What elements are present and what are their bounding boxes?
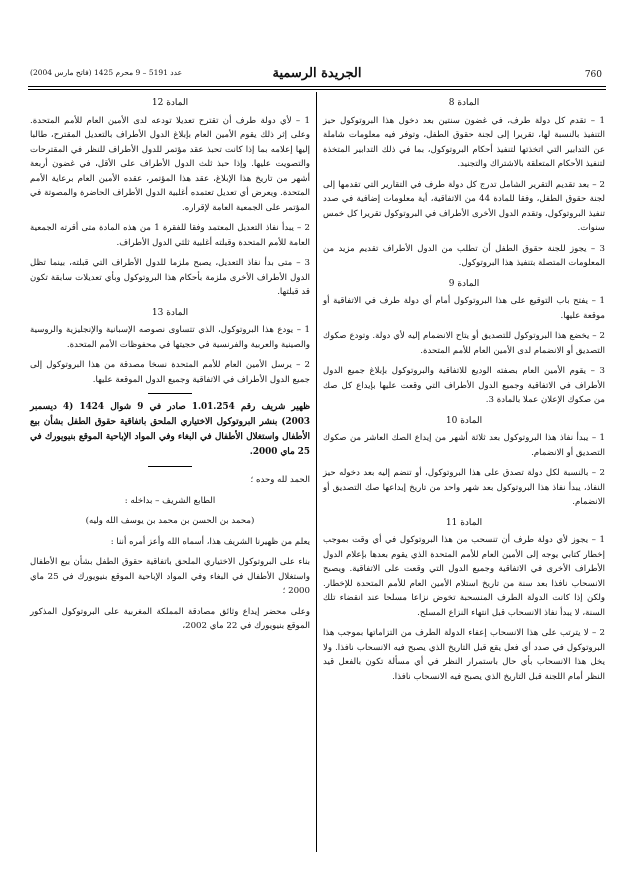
page-number: 760 bbox=[584, 70, 602, 80]
header-rule bbox=[28, 86, 606, 87]
article-13-para-1: 1 – يودع هذا البروتوكول، الذي تتساوى نصوصه الإسبانية والإنجليزية والروسية والصينية والعربية والفرنسية في حجيتها في محفوظات الأمم المتحدة. bbox=[30, 325, 310, 350]
issue-info: عدد 5191 – 9 محرم 1425 (فاتح مارس 2004) bbox=[30, 68, 183, 77]
praise-line: الحمد لله وحده ؛ bbox=[250, 475, 310, 485]
section-separator-short bbox=[148, 466, 192, 467]
article-10-title: المادة 10 bbox=[445, 415, 483, 426]
article-11-para-2: 2 – لا يترتب على هذا الانسحاب إعفاء الدولة الطرف من التزاماتها بموجب هذا البروتوكول في صدد أي فعل يقع قبل التاريخ الذي يصبح فيه الانسحاب نافذا. ولا يخل هذا الانسحاب بأي حال باستمرار النظر في أي مسألة تكون بالفعل قيد النظر أمام اللجنة قبل التاريخ الذي يصبح فيه الانسحاب نافذا. bbox=[323, 628, 605, 682]
journal-title: الجريدة الرسمية bbox=[272, 66, 362, 81]
article-9-para-3: 3 – يقوم الأمين العام بصفته الوديع للاتفاقية والبروتوكول بإبلاغ جميع الدول الأطراف في الاتفاقية وجميع الدول الأطراف التي وقعت عليها بإيداع كل صك من صكوك الإعلان عملا بالمادة 3. bbox=[323, 366, 605, 405]
article-12-para-3: 3 – متى بدأ نفاذ التعديل، يصبح ملزما للدول الأطراف التي قبلته، بينما تظل الدول الأطراف الأخرى ملزمة بأحكام هذا البروتوكول وبأي تعديلات سابقة تكون قد قبلتها. bbox=[30, 258, 310, 297]
article-12-para-2: 2 – يبدأ نفاذ التعديل المعتمد وفقا للفقرة 1 من هذه المادة متى أقرته الجمعية العامة للأمم المتحدة وقبلته أغلبية ثلثي الدول الأطراف. bbox=[30, 223, 311, 248]
article-12-para-1: 1 – لأي دولة طرف أن تقترح تعديلا تودعه لدى الأمين العام للأمم المتحدة. وعلى إثر ذلك يقوم الأمين العام بإبلاغ الدول الأطراف بالتعديل المقترح، طالبا إليها إعلامه بما إذا كانت تحبذ عقد مؤتمر للدول الأطراف للنظر في المقترحات والتصويت عليها. وإذا حبذ ثلث الدول الأطراف على الأقل، في غضون أربعة أشهر من تاريخ هذا الإبلاغ، عقد هذا المؤتمر، عقده الأمين العام برعاية الأمم المتحدة. ويعرض أي تعديل تعتمده أغلبية الدول الأطراف الحاضرة والمصوتة في المؤتمر على الجمعية العامة لإقراره. bbox=[30, 115, 310, 213]
announcement: يعلم من ظهيرنا الشريف هذا، أسماه الله وأعز أمره أننا : bbox=[110, 536, 310, 547]
section-separator bbox=[148, 393, 192, 394]
article-9-para-2: 2 – يخضع هذا البروتوكول للتصديق أو يتاح الانضمام إليه لأي دولة. وتودع صكوك التصديق أو الانضمام لدى الأمين العام للأمم المتحدة. bbox=[323, 331, 605, 356]
article-13-para-2: 2 – يرسل الأمين العام للأمم المتحدة نسخا مصدقة من هذا البروتوكول إلى جميع الدول الأطراف في الاتفاقية وجميع الدول الموقعة عليها. bbox=[30, 360, 310, 385]
article-11-title: المادة 11 bbox=[445, 517, 483, 528]
article-12-title: المادة 12 bbox=[151, 98, 189, 108]
article-11-para-1: 1 – يجوز لأي دولة طرف أن تنسحب من هذا البروتوكول في أي وقت بموجب إخطار كتابي يوجه إلى الأمين العام للأمم المتحدة الذي يقوم بعدها بإعلام الدول الأطراف الأخرى في الاتفاقية وجميع الدول التي وقعت على الاتفاقية. ويصبح الانسحاب نافذا بعد سنة من تاريخ استلام الأمين العام للأمم المتحدة للإخطار. ولكن إذا كانت الدولة الطرف المنسحبة تخوض نزاعا مسلحا عند انقضاء تلك السنة، لا يبدأ نفاذ الانسحاب قبل انتهاء النزاع المسلح. bbox=[323, 535, 605, 618]
column-divider bbox=[316, 92, 317, 852]
article-8-title: المادة 8 bbox=[448, 98, 480, 108]
king-name: (محمد بن الحسن بن محمد بن يوسف الله وليه) bbox=[85, 516, 255, 526]
left-column bbox=[30, 94, 310, 640]
article-8-para-1: 1 – تقدم كل دولة طرف، في غضون سنتين بعد دخول هذا البروتوكول حيز التنفيذ بالنسبة لها، تقريرا إلى لجنة حقوق الطفل، وتوفر فيه معلومات شاملة عن التدابير التي اتخذتها لتنفيذ أحكام البروتوكول، بما في ذلك التدابير المتخذة لتنفيذ الأحكام المتعلقة بالاشتراك والتجنيد. bbox=[323, 115, 605, 169]
article-13-title: المادة 13 bbox=[151, 307, 189, 318]
article-8-para-3: 3 – يجوز للجنة حقوق الطفل أن تطلب من الدول الأطراف تقديم مزيد من المعلومات المتصلة بتنفيذ هذا البروتوكول. bbox=[323, 243, 605, 268]
article-10-para-1: 1 – يبدأ نفاذ هذا البروتوكول بعد ثلاثة أشهر من إيداع الصك العاشر من صكوك التصديق أو الانضمام. bbox=[323, 433, 605, 458]
whereas-2: وعلى محضر إيداع وثائق مصادقة المملكة المغربية على البروتوكول المذكور الموقع بنيويورك في 22 ماي 2002، bbox=[30, 606, 310, 631]
page-header bbox=[28, 62, 606, 84]
seal-line: الطابع الشريف – بداخله : bbox=[124, 495, 216, 506]
header-rule-thin bbox=[28, 89, 606, 90]
whereas-1: بناء على البروتوكول الاختياري الملحق باتفاقية حقوق الطفل بشأن بيع الأطفال واستغلال الأطفال في البغاء وفي المواد الإباحية الموقع بنيويورك في 25 ماي 2000 ؛ bbox=[30, 557, 310, 596]
article-8-para-2: 2 – بعد تقديم التقرير الشامل تدرج كل دولة طرف في التقارير التي تقدمها إلى لجنة حقوق الطفل، وفقا للمادة 44 من الاتفاقية، أية معلومات إضافية في صدد تنفيذ البروتوكول، وتقدم الدول الأخرى الأطراف في البروتوكول تقريرا كل خمس سنوات. bbox=[323, 179, 605, 233]
dahir-heading: ظهير شريف رقم 1.01.254 صادر في 9 شوال 1424 (4 ديسمبر 2003) بنشر البروتوكول الاختياري الملحق باتفاقية حقوق الطفل بشأن بيع الأطفال واستغلال الأطفال في البغاء وفي المواد الإباحية الموقع بنيويورك في 25 ماي 2000. bbox=[30, 402, 310, 457]
article-10-para-2: 2 – بالنسبة لكل دولة تصدق على هذا البروتوكول، أو تنضم إليه بعد دخوله حيز النفاذ، يبدأ نفاذ هذا البروتوكول بعد شهر واحد من تاريخ إيداعها صك التصديق أو الانضمام. bbox=[323, 468, 605, 507]
right-column bbox=[323, 94, 605, 690]
article-9-para-1: 1 – يفتح باب التوقيع على هذا البروتوكول أمام أي دولة طرف في الاتفاقية أو موقعة عليها. bbox=[323, 296, 605, 321]
article-9-title: المادة 9 bbox=[448, 278, 480, 289]
